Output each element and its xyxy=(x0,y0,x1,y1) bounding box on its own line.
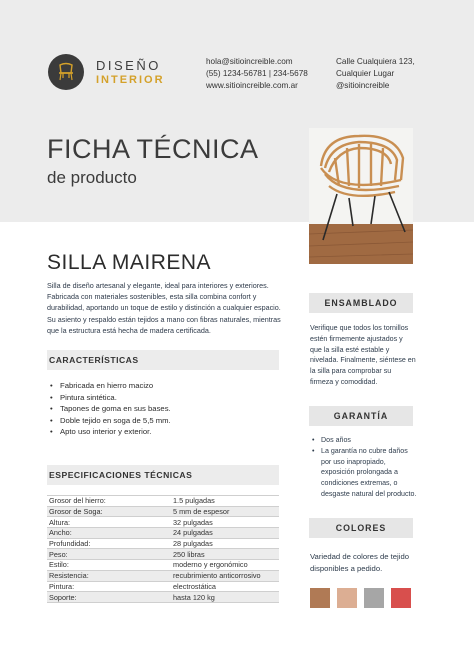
bullet-icon: • xyxy=(50,404,53,414)
page-subtitle: de producto xyxy=(47,168,137,187)
color-swatch[interactable] xyxy=(337,588,357,608)
logo xyxy=(48,54,84,90)
table-row: Estilo: moderno y ergonómico xyxy=(47,560,279,571)
table-row: Peso: 250 libras xyxy=(47,549,279,560)
table-row: Ancho: 24 pulgadas xyxy=(47,528,279,539)
warranty-item: • Dos años xyxy=(312,436,351,444)
color-swatches xyxy=(310,588,411,608)
product-name: SILLA MAIRENA xyxy=(47,251,212,274)
warranty-list xyxy=(312,435,417,500)
bullet-icon: • xyxy=(312,446,315,455)
color-swatch[interactable] xyxy=(364,588,384,608)
warranty-heading: GARANTÍA xyxy=(309,406,413,426)
colors-text: Variedad de colores de tejido disponibles a pedido. xyxy=(310,552,410,573)
bullet-icon: • xyxy=(312,436,315,444)
color-swatch[interactable] xyxy=(391,588,411,608)
feature-item: • Apto uso interior y exterior. xyxy=(50,427,152,437)
contact-email[interactable]: hola@sitioincreible.com xyxy=(206,57,293,66)
table-row: Profundidad: 28 pulgadas xyxy=(47,538,279,549)
feature-item: • Doble tejido en soga de 5,5 mm. xyxy=(50,415,171,425)
page-title: FICHA TÉCNICA xyxy=(47,134,259,164)
table-row: Grosor de Soga: 5 mm de espesor xyxy=(47,506,279,517)
features-list xyxy=(50,380,171,438)
feature-item: • Fabricada en hierro macizo xyxy=(50,381,154,390)
product-description: Silla de diseño artesanal y elegante, ideal para interiores y exteriores. Fabricada con materiales sostenibles, esta silla combina confort y durabilidad, aportando un toque de estilo y distinción a cualquier espacio. Su asiento y respaldo están tejidos a mano con fibras naturales, mientras que la estructura está hecha de madera certificada. xyxy=(47,281,281,335)
brand-name-line2: INTERIOR xyxy=(96,74,165,86)
feature-item: • Tapones de goma en sus bases. xyxy=(50,404,171,414)
feature-item: • Pintura sintética. xyxy=(50,392,117,402)
address-line1: Calle Cualquiera 123, xyxy=(336,57,415,66)
contact-phone: (55) 1234-56781 | 234-5678 xyxy=(206,68,308,78)
table-row: Altura: 32 pulgadas xyxy=(47,517,279,528)
specs-table xyxy=(47,495,279,603)
bullet-icon: • xyxy=(50,427,53,437)
color-swatch[interactable] xyxy=(310,588,330,608)
bullet-icon: • xyxy=(50,392,53,402)
assembly-heading: ENSAMBLADO xyxy=(309,293,413,313)
product-photo xyxy=(309,128,413,264)
bullet-icon: • xyxy=(50,415,53,425)
social-handle: @sitioincreible xyxy=(336,80,390,90)
assembly-text: Verifique que todos los tornillos estén firmemente ajustados y que la silla esté estable y nivelada. Finalmente, siéntese en la silla para comprobar su firmeza y comodidad. xyxy=(310,324,416,386)
bullet-icon: • xyxy=(50,381,53,390)
table-row: Grosor del hierro: 1.5 pulgadas xyxy=(47,496,279,507)
colors-heading: COLORES xyxy=(309,518,413,538)
warranty-item: • La garantía no cubre daños por uso inapropiado, exposición prolongada a condiciones extremas, o desgaste natural del producto. xyxy=(312,446,417,498)
features-heading: CARACTERÍSTICAS xyxy=(47,350,279,370)
table-row: Resistencia: recubrimiento anticorrosivo xyxy=(47,570,279,581)
chair-icon xyxy=(55,61,77,83)
address-line2: Cualquier Lugar xyxy=(336,68,395,78)
specs-heading: ESPECIFICACIONES TÉCNICAS xyxy=(47,465,279,485)
brand-name-line1: DISEÑO xyxy=(96,58,161,73)
table-row: Soporte: hasta 120 kg xyxy=(47,592,279,603)
table-row: Pintura: electrostática xyxy=(47,581,279,592)
address-block xyxy=(336,56,415,91)
contact-block xyxy=(206,56,308,91)
contact-web[interactable]: www.sitioincreible.com.ar xyxy=(206,80,298,90)
